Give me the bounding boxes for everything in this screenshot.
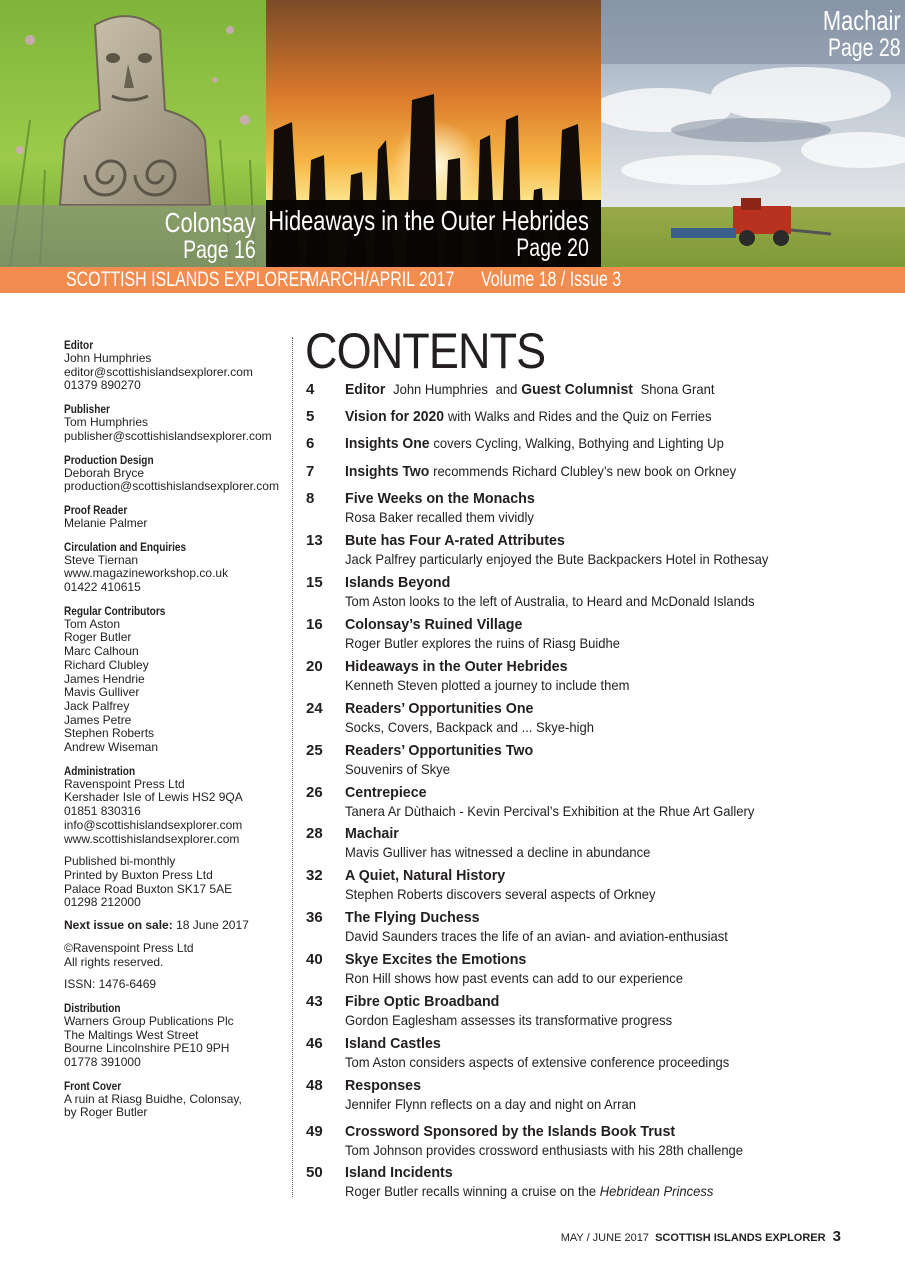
and-word: and [495, 381, 518, 397]
page-number: 36 [306, 909, 323, 926]
hideaways-caption-title: Hideaways in the Outer Hebrides [268, 205, 589, 236]
page-number: 32 [306, 867, 323, 884]
masthead-line: 01851 830316 [64, 804, 141, 819]
article-title: Machair [345, 825, 399, 842]
masthead-line: Printed by Buxton Press Ltd [64, 867, 213, 882]
issue-strip [0, 267, 905, 293]
next-issue [64, 919, 290, 933]
colonsay-caption-title: Colonsay [164, 207, 256, 238]
page-number: 24 [306, 700, 323, 717]
masthead-line: publisher@scottishislandsexplorer.com [64, 428, 272, 443]
page-number: 49 [306, 1123, 323, 1140]
article-title: Fibre Optic Broadband [345, 993, 500, 1010]
issn-line: ISSN: 1476-6469 [64, 977, 157, 992]
masthead-line: Bourne Lincolnshire PE10 9PH [64, 1041, 230, 1056]
article-description: Roger Butler recalls winning a cruise on the Hebridean Princess [345, 1183, 714, 1199]
colonsay-caption-page: Page 16 [183, 236, 256, 265]
article-description: Stephen Roberts discovers several aspects of Orkney [345, 886, 656, 902]
hideaways-caption[interactable] [269, 206, 589, 262]
article-description: Mavis Gulliver has witnessed a decline in abundance [345, 844, 651, 860]
article-description: Kenneth Steven plotted a journey to include them [345, 677, 630, 693]
article-title: The Flying Duchess [345, 909, 480, 926]
editor-label: Editor [345, 381, 386, 398]
page-number: 48 [306, 1077, 323, 1094]
masthead-line: Roger Butler [64, 630, 132, 645]
masthead-heading: Editor [64, 338, 94, 352]
page-number: 5 [306, 408, 315, 425]
masthead-heading: Administration [64, 763, 136, 778]
masthead-line: Published bi-monthly [64, 854, 176, 869]
masthead-line: Jack Palfrey [64, 698, 130, 713]
masthead-line: Kershader Isle of Lewis HS2 9QA [64, 790, 243, 805]
article-description: Souvenirs of Skye [345, 761, 450, 777]
article-title: Insights Two [345, 463, 430, 480]
hideaways-caption-page: Page 20 [516, 234, 589, 263]
strip-volume: Volume 18 / Issue 3 [481, 268, 622, 291]
page-number: 40 [306, 951, 323, 968]
article-title: Colonsay’s Ruined Village [345, 616, 523, 633]
masthead-line: Deborah Bryce [64, 465, 145, 480]
article-description: Roger Butler explores the ruins of Riasg Buidhe [345, 635, 621, 651]
guest-name: Shona Grant [640, 381, 715, 397]
masthead-block [64, 764, 290, 847]
article-title: Vision for 2020 [345, 408, 444, 425]
masthead-line: Melanie Palmer [64, 515, 148, 530]
colonsay-caption[interactable] [165, 208, 256, 264]
copyright [64, 942, 290, 969]
article-title: Bute has Four A-rated Attributes [345, 532, 565, 549]
masthead-heading: Front Cover [64, 1078, 122, 1093]
masthead-line: Warners Group Publications Plc [64, 1013, 234, 1028]
masthead-block [64, 402, 290, 443]
page-number: 26 [306, 784, 323, 801]
column-divider [292, 337, 293, 1197]
article-description: Tom Aston looks to the left of Australia, to Heard and McDonald Islands [345, 593, 755, 609]
guest-label: Guest Columnist [521, 381, 633, 398]
masthead-block [64, 453, 290, 494]
masthead-line: editor@scottishislandsexplorer.com [64, 364, 253, 379]
article-description: Tom Aston considers aspects of extensive conference proceedings [345, 1054, 730, 1070]
masthead-line: A ruin at Riasg Buidhe, Colonsay, [64, 1091, 242, 1106]
article-description: Ron Hill shows how past events can add to our experience [345, 970, 683, 986]
masthead-line: The Maltings West Street [64, 1027, 199, 1042]
article-description: Tom Johnson provides crossword enthusiasts with his 28th challenge [345, 1142, 744, 1158]
strip-magazine-name: SCOTTISH ISLANDS EXPLORER [66, 268, 311, 291]
masthead-line: Ravenspoint Press Ltd [64, 776, 185, 791]
masthead-heading: Publisher [64, 402, 110, 417]
article-title: Insights One [345, 435, 430, 452]
masthead-line: production@scottishislandsexplorer.com [64, 479, 279, 494]
article-description: Jennifer Flynn reflects on a day and night on Arran [345, 1096, 636, 1112]
page-number: 4 [306, 381, 315, 398]
masthead-block [64, 604, 290, 755]
masthead-heading: Production Design [64, 452, 154, 467]
ship-name: Hebridean Princess [599, 1183, 714, 1199]
masthead-line: 01379 890270 [64, 378, 141, 393]
article-title: Island Incidents [345, 1164, 453, 1181]
masthead-line: Andrew Wiseman [64, 740, 159, 755]
article-description: Rosa Baker recalled them vividly [345, 509, 534, 525]
masthead-line: www.scottishislandsexplorer.com [64, 831, 240, 846]
masthead-line: Stephen Roberts [64, 726, 155, 741]
masthead-line: Steve Tiernan [64, 552, 139, 567]
masthead-line: Mavis Gulliver [64, 685, 140, 700]
masthead-line: John Humphries [64, 351, 152, 365]
masthead-line: 01298 212000 [64, 895, 141, 910]
article-title: Five Weeks on the Monachs [345, 490, 535, 507]
machair-photo [601, 0, 905, 267]
issn [64, 978, 290, 992]
masthead-line: Tom Aston [64, 616, 121, 631]
masthead-block [64, 1079, 290, 1120]
article-title: Centrepiece [345, 784, 427, 801]
machair-caption-page: Page 28 [828, 34, 901, 63]
contents-heading: CONTENTS [305, 323, 546, 379]
hideaways-photo [266, 0, 601, 267]
masthead-heading: Distribution [64, 1000, 121, 1015]
machair-caption-title: Machair [823, 5, 901, 36]
page-number: 50 [306, 1164, 323, 1181]
page-number: 43 [306, 993, 323, 1010]
masthead-line: 01778 391000 [64, 1055, 141, 1070]
masthead-heading: Proof Reader [64, 502, 128, 517]
masthead-block [64, 338, 290, 393]
page-number: 28 [306, 825, 323, 842]
copyright-line: ©Ravenspoint Press Ltd [64, 940, 194, 955]
article-description: with Walks and Rides and the Quiz on Ferries [447, 408, 712, 424]
article-description: Gordon Eaglesham assesses its transformative progress [345, 1012, 673, 1028]
masthead [64, 338, 290, 1129]
article-title: Readers’ Opportunities Two [345, 742, 534, 759]
editor-name: John Humphries [393, 381, 488, 397]
page-number: 46 [306, 1035, 323, 1052]
page-number: 8 [306, 490, 315, 507]
masthead-block [64, 855, 290, 910]
page-number: 20 [306, 658, 323, 675]
footer-magazine: SCOTTISH ISLANDS EXPLORER [655, 1232, 826, 1244]
copyright-line: All rights reserved. [64, 954, 164, 969]
article-title: Readers’ Opportunities One [345, 700, 534, 717]
article-description: recommends Richard Clubley’s new book on Orkney [433, 463, 737, 479]
masthead-heading: Circulation and Enquiries [64, 539, 187, 554]
article-description: Socks, Covers, Backpack and ... Skye-high [345, 719, 594, 735]
masthead-block [64, 1001, 290, 1070]
masthead-line: Palace Road Buxton SK17 5AE [64, 881, 233, 896]
article-description: David Saunders traces the life of an avian- and aviation-enthusiast [345, 928, 728, 944]
masthead-block [64, 503, 290, 531]
masthead-line: www.magazineworkshop.co.uk [64, 566, 229, 581]
article-title: A Quiet, Natural History [345, 867, 506, 884]
article-description: Jack Palfrey particularly enjoyed the Bute Backpackers Hotel in Rothesay [345, 551, 769, 567]
article-title: Island Castles [345, 1035, 441, 1052]
article-title: Skye Excites the Emotions [345, 951, 527, 968]
page-number: 16 [306, 616, 323, 633]
page-number: 13 [306, 532, 323, 549]
page-footer [561, 1228, 841, 1245]
page-number: 7 [306, 463, 315, 480]
next-issue-label: Next issue on sale: [64, 918, 173, 933]
colonsay-photo [0, 0, 266, 267]
masthead-line: info@scottishislandsexplorer.com [64, 817, 243, 832]
article-title: Responses [345, 1077, 422, 1094]
masthead-heading: Regular Contributors [64, 603, 166, 618]
machair-caption[interactable] [823, 6, 901, 62]
masthead-block [64, 540, 290, 595]
article-title: Hideaways in the Outer Hebrides [345, 658, 568, 675]
strip-issue-date: MARCH/APRIL 2017 [306, 268, 455, 291]
masthead-line: Richard Clubley [64, 657, 149, 672]
article-title: Crossword Sponsored by the Islands Book Trust [345, 1123, 676, 1140]
masthead-line: Tom Humphries [64, 415, 149, 430]
masthead-line: James Petre [64, 712, 132, 727]
masthead-line: James Hendrie [64, 671, 145, 686]
page-number: 15 [306, 574, 323, 591]
article-title: Islands Beyond [345, 574, 451, 591]
article-description: covers Cycling, Walking, Bothying and Lighting Up [433, 435, 724, 451]
next-issue-date: 18 June 2017 [176, 918, 249, 933]
masthead-line: 01422 410615 [64, 580, 141, 595]
photo-banner [0, 0, 905, 267]
masthead-line: by Roger Butler [64, 1105, 148, 1120]
footer-date: MAY / JUNE 2017 [560, 1232, 649, 1244]
masthead-line: Marc Calhoun [64, 644, 139, 659]
page-number: 25 [306, 742, 323, 759]
page-number: 6 [306, 435, 315, 452]
page-number-footer: 3 [832, 1228, 841, 1245]
article-description: Tanera Ar Dùthaich - Kevin Percival’s Exhibition at the Rhue Art Gallery [345, 803, 755, 819]
